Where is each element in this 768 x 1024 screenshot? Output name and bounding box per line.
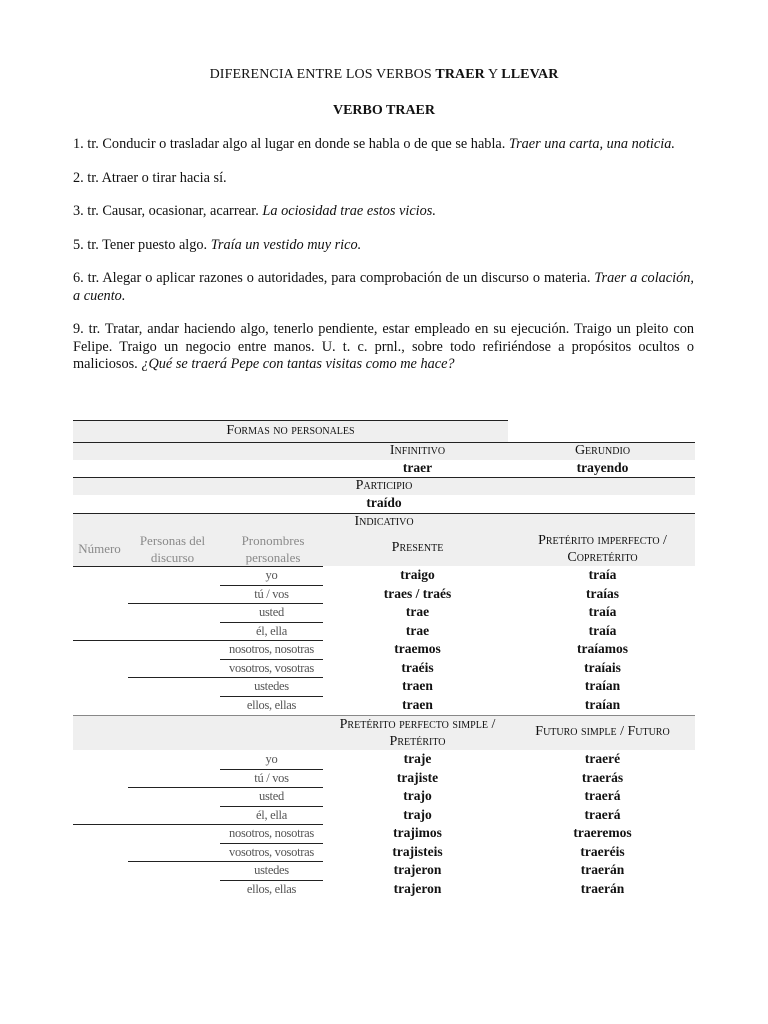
definition-1: 1. tr. Conducir o trasladar algo al lugar en donde se habla o de que se habla. Traer una carta, una noticia. bbox=[73, 136, 675, 152]
participio-value: traído bbox=[366, 495, 402, 510]
infinitivo-value: traer bbox=[402, 460, 433, 475]
perfecto-cell: trajo bbox=[403, 806, 432, 822]
imperfecto-cell: traíamos bbox=[577, 641, 628, 656]
title-llevar: LLEVAR bbox=[501, 67, 559, 82]
perfecto-label: Pretérito perfecto simple / Pretérito bbox=[339, 717, 496, 749]
document-title bbox=[0, 67, 768, 83]
perfecto-futuro-row bbox=[73, 788, 695, 807]
futuro-cell: traerán bbox=[580, 880, 625, 896]
futuro-cell: traeremos bbox=[573, 825, 632, 840]
presente-cell: traéis bbox=[401, 659, 434, 675]
presente-label: Presente bbox=[391, 540, 444, 555]
presente-imperfecto-row bbox=[73, 678, 695, 697]
imperfecto-cell: traíais bbox=[584, 659, 621, 675]
imperfecto-cell: traían bbox=[584, 678, 621, 693]
imperfecto-label: Pretérito imperfecto / Copretérito bbox=[538, 533, 667, 565]
participio-header: Participio bbox=[73, 478, 695, 495]
presente-imperfecto-row bbox=[73, 604, 695, 623]
indicativo-columns-2 bbox=[73, 716, 695, 750]
indicativo-columns-1 bbox=[73, 531, 695, 566]
pronoun-cell: ustedes bbox=[254, 679, 289, 693]
perfecto-cell: traje bbox=[403, 751, 432, 766]
pronoun-cell: usted bbox=[259, 789, 284, 803]
perfecto-cell: trajimos bbox=[393, 825, 442, 840]
definition-9: 9. tr. Tratar, andar haciendo algo, tenerlo pendiente, estar empleado en su ejecución. Traigo un pleito con Felipe. Traigo un negocio entre manos. U. t. c. prnl., sobre todo refiriéndose a propósitos ocultos o maliciosos. ¿Qué se traerá Pepe con tantas visitas como me hace? bbox=[73, 321, 694, 372]
presente-cell: traemos bbox=[394, 641, 441, 656]
imperfecto-cell: traía bbox=[588, 622, 617, 638]
presente-imperfecto-row bbox=[73, 567, 695, 586]
presente-cell: traigo bbox=[400, 567, 435, 582]
presente-imperfecto-row bbox=[73, 623, 695, 642]
pronoun-cell: ellos, ellas bbox=[246, 881, 297, 896]
perfecto-cell: trajiste bbox=[396, 769, 439, 785]
pronoun-cell: yo bbox=[265, 568, 278, 582]
perfecto-futuro-row bbox=[73, 751, 695, 770]
pronoun-cell: tú / vos bbox=[254, 586, 289, 601]
perfecto-cell: trajisteis bbox=[392, 843, 443, 859]
pronoun-cell: ustedes bbox=[254, 863, 289, 877]
pronoun-cell: yo bbox=[265, 752, 278, 766]
perfecto-cell: trajeron bbox=[393, 862, 442, 877]
definition-3: 3. tr. Causar, ocasionar, acarrear. La ociosidad trae estos vicios. bbox=[73, 203, 436, 219]
formas-no-personales-header: Formas no personales bbox=[73, 421, 508, 442]
perfecto-futuro-row bbox=[73, 770, 695, 789]
col-pronombres: Pronombres personales bbox=[241, 533, 305, 565]
imperfecto-cell: traías bbox=[586, 585, 619, 601]
futuro-cell: traerás bbox=[581, 769, 624, 785]
futuro-cell: traeré bbox=[584, 751, 621, 766]
perfecto-futuro-row bbox=[73, 881, 695, 900]
indicativo-header: Indicativo bbox=[73, 514, 695, 531]
section-subtitle: VERBO TRAER bbox=[332, 103, 436, 118]
infinitivo-gerundio-values bbox=[73, 460, 695, 477]
pronoun-cell: nosotros, nosotras bbox=[229, 826, 314, 840]
futuro-cell: traerá bbox=[584, 788, 621, 803]
imperfecto-cell: traían bbox=[584, 696, 621, 712]
definitions-list bbox=[73, 136, 694, 374]
pronoun-cell: él, ella bbox=[256, 807, 287, 822]
definition-5: 5. tr. Tener puesto algo. Traía un vestido muy rico. bbox=[73, 236, 362, 253]
futuro-cell: traerá bbox=[584, 806, 621, 822]
perfecto-cell: trajeron bbox=[393, 880, 442, 896]
definition-2: 2. tr. Atraer o tirar hacia sí. bbox=[73, 169, 227, 186]
presente-imperfecto-row bbox=[73, 641, 695, 660]
imperfecto-cell: traía bbox=[588, 567, 617, 582]
infinitivo-label: Infinitivo bbox=[389, 443, 446, 458]
col-numero: Número bbox=[78, 541, 121, 556]
pronoun-cell: nosotros, nosotras bbox=[229, 642, 314, 656]
presente-imperfecto-row bbox=[73, 660, 695, 679]
presente-cell: traen bbox=[402, 678, 433, 693]
title-y: Y bbox=[484, 67, 502, 82]
pronoun-cell: vosotros, vosotras bbox=[229, 660, 314, 675]
perfecto-cell: trajo bbox=[403, 788, 432, 803]
presente-cell: trae bbox=[405, 622, 430, 638]
perfecto-futuro-row bbox=[73, 862, 695, 881]
definition-6: 6. tr. Alegar o aplicar razones o autoridades, para comprobación de un discurso o materia. Traer a colación, a cuento. bbox=[73, 270, 694, 304]
futuro-label: Futuro simple / Futuro bbox=[535, 724, 670, 739]
col-personas: Personas del discurso bbox=[139, 533, 206, 565]
presente-cell: trae bbox=[405, 604, 430, 619]
pronoun-cell: él, ella bbox=[256, 623, 287, 638]
imperfecto-cell: traía bbox=[588, 604, 617, 619]
futuro-cell: traeréis bbox=[580, 843, 625, 859]
pronoun-cell: tú / vos bbox=[254, 770, 289, 785]
presente-imperfecto-row bbox=[73, 586, 695, 605]
gerundio-value: trayendo bbox=[576, 460, 629, 475]
title-traer: TRAER bbox=[435, 67, 485, 82]
perfecto-futuro-row bbox=[73, 825, 695, 844]
futuro-cell: traerán bbox=[580, 862, 625, 877]
perfecto-futuro-row bbox=[73, 844, 695, 863]
presente-cell: traes / traés bbox=[383, 585, 452, 601]
perfecto-futuro-row bbox=[73, 807, 695, 826]
presente-cell: traen bbox=[402, 696, 433, 712]
title-prefix: DIFERENCIA ENTRE LOS VERBOS bbox=[209, 67, 436, 82]
pronoun-cell: usted bbox=[259, 605, 284, 619]
gerundio-label: Gerundio bbox=[574, 443, 631, 458]
pronoun-cell: ellos, ellas bbox=[246, 697, 297, 712]
infinitivo-gerundio-header bbox=[73, 443, 695, 460]
presente-imperfecto-row bbox=[73, 697, 695, 716]
pronoun-cell: vosotros, vosotras bbox=[229, 844, 314, 859]
